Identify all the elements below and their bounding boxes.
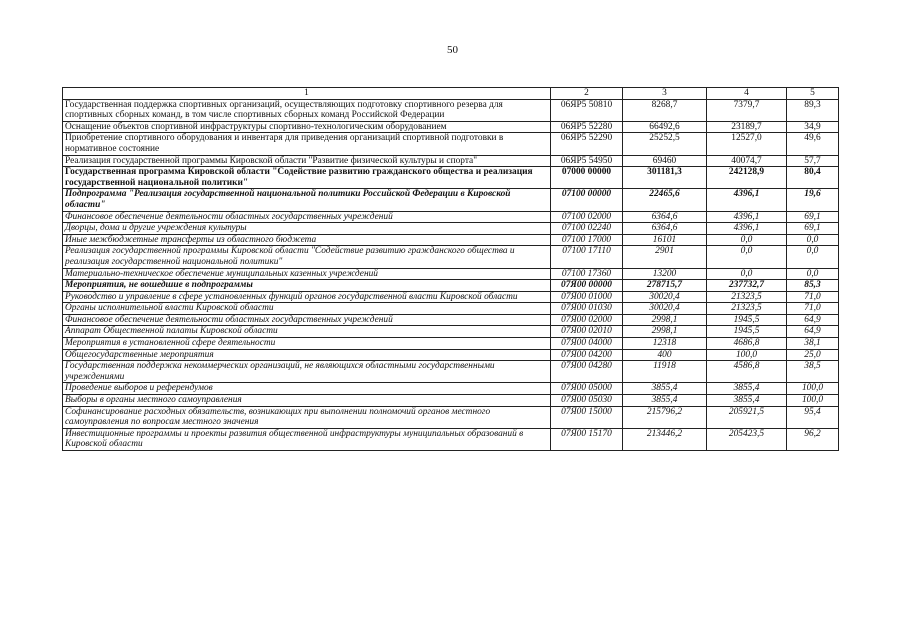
row-percent-cell: 49,6 bbox=[787, 133, 839, 155]
row-actual-cell: 7379,7 bbox=[707, 99, 787, 121]
row-planned-cell: 66492,6 bbox=[623, 121, 707, 133]
row-name-cell: Аппарат Общественной палаты Кировской области bbox=[63, 326, 551, 338]
column-header: 1 bbox=[63, 88, 551, 100]
row-planned-cell: 16101 bbox=[623, 234, 707, 246]
row-planned-cell: 13200 bbox=[623, 268, 707, 280]
row-planned-cell: 3855,4 bbox=[623, 383, 707, 395]
table-row bbox=[63, 223, 839, 235]
row-name-cell: Мероприятия в установленной сфере деятельности bbox=[63, 338, 551, 350]
row-percent-cell: 71,0 bbox=[787, 291, 839, 303]
row-code-cell: 07Я00 05030 bbox=[551, 395, 623, 407]
row-name-cell: Выборы в органы местного самоуправления bbox=[63, 395, 551, 407]
column-header: 2 bbox=[551, 88, 623, 100]
row-code-cell: 07Я00 05000 bbox=[551, 383, 623, 395]
budget-table bbox=[62, 87, 839, 451]
table-row bbox=[63, 406, 839, 428]
row-name-cell: Реализация государственной программы Кировской области "Развитие физической культуры и спорта" bbox=[63, 155, 551, 167]
row-actual-cell: 23189,7 bbox=[707, 121, 787, 133]
table-row bbox=[63, 268, 839, 280]
table-row bbox=[63, 155, 839, 167]
row-planned-cell: 400 bbox=[623, 349, 707, 361]
row-code-cell: 07Я00 00000 bbox=[551, 280, 623, 292]
row-percent-cell: 38,1 bbox=[787, 338, 839, 350]
row-percent-cell: 69,1 bbox=[787, 223, 839, 235]
row-planned-cell: 6364,6 bbox=[623, 211, 707, 223]
row-name-cell: Финансовое обеспечение деятельности областных государственных учреждений bbox=[63, 314, 551, 326]
table-row bbox=[63, 280, 839, 292]
row-code-cell: 07Я00 01030 bbox=[551, 303, 623, 315]
table-row bbox=[63, 99, 839, 121]
row-name-cell: Проведение выборов и референдумов bbox=[63, 383, 551, 395]
table-row bbox=[63, 361, 839, 383]
row-actual-cell: 205921,5 bbox=[707, 406, 787, 428]
row-name-cell: Софинансирование расходных обязательств, возникающих при выполнении полномочий органов местного самоуправления по вопросам местного значения bbox=[63, 406, 551, 428]
row-percent-cell: 100,0 bbox=[787, 395, 839, 407]
row-actual-cell: 4396,1 bbox=[707, 189, 787, 211]
row-code-cell: 07000 00000 bbox=[551, 167, 623, 189]
row-code-cell: 07Я00 15170 bbox=[551, 428, 623, 450]
row-actual-cell: 1945,5 bbox=[707, 314, 787, 326]
row-code-cell: 06ЯР5 50810 bbox=[551, 99, 623, 121]
row-name-cell: Государственная поддержка спортивных организаций, осуществляющих подготовку спортивного резерва для спортивных сборных команд, в том числе спортивных сборных команд Российской Федерации bbox=[63, 99, 551, 121]
row-code-cell: 07100 02240 bbox=[551, 223, 623, 235]
row-percent-cell: 19,6 bbox=[787, 189, 839, 211]
table-row bbox=[63, 133, 839, 155]
row-code-cell: 07100 02000 bbox=[551, 211, 623, 223]
row-code-cell: 06ЯР5 54950 bbox=[551, 155, 623, 167]
column-header: 4 bbox=[707, 88, 787, 100]
row-percent-cell: 0,0 bbox=[787, 268, 839, 280]
row-planned-cell: 215796,2 bbox=[623, 406, 707, 428]
row-percent-cell: 64,9 bbox=[787, 314, 839, 326]
row-actual-cell: 12527,0 bbox=[707, 133, 787, 155]
column-header: 5 bbox=[787, 88, 839, 100]
row-name-cell: Государственная поддержка некоммерческих организаций, не являющихся областными государственными учреждениями bbox=[63, 361, 551, 383]
table-row bbox=[63, 395, 839, 407]
row-planned-cell: 12318 bbox=[623, 338, 707, 350]
row-code-cell: 07Я00 02000 bbox=[551, 314, 623, 326]
table-row bbox=[63, 167, 839, 189]
row-actual-cell: 0,0 bbox=[707, 246, 787, 268]
table-row bbox=[63, 326, 839, 338]
row-name-cell: Оснащение объектов спортивной инфраструктуры спортивно-технологическим оборудованием bbox=[63, 121, 551, 133]
table-row bbox=[63, 234, 839, 246]
row-name-cell: Дворцы, дома и другие учреждения культуры bbox=[63, 223, 551, 235]
row-planned-cell: 278715,7 bbox=[623, 280, 707, 292]
row-actual-cell: 0,0 bbox=[707, 234, 787, 246]
row-planned-cell: 69460 bbox=[623, 155, 707, 167]
row-code-cell: 07Я00 15000 bbox=[551, 406, 623, 428]
row-code-cell: 07100 00000 bbox=[551, 189, 623, 211]
row-planned-cell: 2901 bbox=[623, 246, 707, 268]
column-header: 3 bbox=[623, 88, 707, 100]
row-name-cell: Руководство и управление в сфере установленных функций органов государственной власти Кировской области bbox=[63, 291, 551, 303]
row-name-cell: Финансовое обеспечение деятельности областных государственных учреждений bbox=[63, 211, 551, 223]
row-actual-cell: 21323,5 bbox=[707, 303, 787, 315]
row-actual-cell: 4686,8 bbox=[707, 338, 787, 350]
row-actual-cell: 21323,5 bbox=[707, 291, 787, 303]
row-code-cell: 07100 17110 bbox=[551, 246, 623, 268]
row-actual-cell: 242128,9 bbox=[707, 167, 787, 189]
row-percent-cell: 57,7 bbox=[787, 155, 839, 167]
row-planned-cell: 6364,6 bbox=[623, 223, 707, 235]
row-name-cell: Приобретение спортивного оборудования и инвентаря для приведения организаций спортивной подготовки в нормативное состояние bbox=[63, 133, 551, 155]
row-code-cell: 07Я00 04280 bbox=[551, 361, 623, 383]
row-actual-cell: 3855,4 bbox=[707, 395, 787, 407]
table-header-row bbox=[63, 88, 839, 100]
row-name-cell: Мероприятия, не вошедшие в подпрограммы bbox=[63, 280, 551, 292]
row-code-cell: 07100 17360 bbox=[551, 268, 623, 280]
row-actual-cell: 4396,1 bbox=[707, 223, 787, 235]
row-percent-cell: 100,0 bbox=[787, 383, 839, 395]
row-percent-cell: 85,3 bbox=[787, 280, 839, 292]
row-percent-cell: 96,2 bbox=[787, 428, 839, 450]
row-percent-cell: 89,3 bbox=[787, 99, 839, 121]
row-planned-cell: 22465,6 bbox=[623, 189, 707, 211]
row-planned-cell: 301181,3 bbox=[623, 167, 707, 189]
table-row bbox=[63, 303, 839, 315]
row-planned-cell: 25252,5 bbox=[623, 133, 707, 155]
row-planned-cell: 30020,4 bbox=[623, 291, 707, 303]
row-name-cell: Государственная программа Кировской области "Содействие развитию гражданского общества и реализация государственной национальной политики" bbox=[63, 167, 551, 189]
row-planned-cell: 8268,7 bbox=[623, 99, 707, 121]
row-name-cell: Инвестиционные программы и проекты развития общественной инфраструктуры муниципальных образований в Кировской области bbox=[63, 428, 551, 450]
row-percent-cell: 38,5 bbox=[787, 361, 839, 383]
row-percent-cell: 0,0 bbox=[787, 234, 839, 246]
row-code-cell: 07Я00 04200 bbox=[551, 349, 623, 361]
row-actual-cell: 0,0 bbox=[707, 268, 787, 280]
row-name-cell: Иные межбюджетные трансферты из областного бюджета bbox=[63, 234, 551, 246]
row-name-cell: Общегосударственные мероприятия bbox=[63, 349, 551, 361]
row-name-cell: Материально-техническое обеспечение муниципальных казенных учреждений bbox=[63, 268, 551, 280]
row-code-cell: 07100 17000 bbox=[551, 234, 623, 246]
row-name-cell: Органы исполнительной власти Кировской области bbox=[63, 303, 551, 315]
row-planned-cell: 2998,1 bbox=[623, 326, 707, 338]
row-code-cell: 07Я00 04000 bbox=[551, 338, 623, 350]
row-planned-cell: 3855,4 bbox=[623, 395, 707, 407]
row-actual-cell: 3855,4 bbox=[707, 383, 787, 395]
row-code-cell: 06ЯР5 52280 bbox=[551, 121, 623, 133]
table-row bbox=[63, 383, 839, 395]
row-percent-cell: 71,0 bbox=[787, 303, 839, 315]
row-planned-cell: 30020,4 bbox=[623, 303, 707, 315]
row-actual-cell: 100,0 bbox=[707, 349, 787, 361]
table-row bbox=[63, 121, 839, 133]
table-row bbox=[63, 338, 839, 350]
row-actual-cell: 4396,1 bbox=[707, 211, 787, 223]
row-planned-cell: 11918 bbox=[623, 361, 707, 383]
row-actual-cell: 1945,5 bbox=[707, 326, 787, 338]
table-row bbox=[63, 211, 839, 223]
row-actual-cell: 205423,5 bbox=[707, 428, 787, 450]
table-row bbox=[63, 314, 839, 326]
row-percent-cell: 0,0 bbox=[787, 246, 839, 268]
row-actual-cell: 40074,7 bbox=[707, 155, 787, 167]
row-name-cell: Реализация государственной программы Кировской области "Содействие развитию гражданского общества и реализация государственной национальной политики" bbox=[63, 246, 551, 268]
row-code-cell: 07Я00 01000 bbox=[551, 291, 623, 303]
row-percent-cell: 80,4 bbox=[787, 167, 839, 189]
page-number: 50 bbox=[447, 44, 458, 56]
row-percent-cell: 69,1 bbox=[787, 211, 839, 223]
row-actual-cell: 237732,7 bbox=[707, 280, 787, 292]
row-percent-cell: 25,0 bbox=[787, 349, 839, 361]
row-percent-cell: 34,9 bbox=[787, 121, 839, 133]
table-row bbox=[63, 291, 839, 303]
row-planned-cell: 213446,2 bbox=[623, 428, 707, 450]
row-actual-cell: 4586,8 bbox=[707, 361, 787, 383]
table-row bbox=[63, 246, 839, 268]
table-row bbox=[63, 349, 839, 361]
row-percent-cell: 95,4 bbox=[787, 406, 839, 428]
table-row bbox=[63, 189, 839, 211]
row-percent-cell: 64,9 bbox=[787, 326, 839, 338]
row-name-cell: Подпрограмма "Реализация государственной национальной политики Российской Федерации в Кировской области" bbox=[63, 189, 551, 211]
table-row bbox=[63, 428, 839, 450]
row-code-cell: 06ЯР5 52290 bbox=[551, 133, 623, 155]
row-planned-cell: 2998,1 bbox=[623, 314, 707, 326]
row-code-cell: 07Я00 02010 bbox=[551, 326, 623, 338]
